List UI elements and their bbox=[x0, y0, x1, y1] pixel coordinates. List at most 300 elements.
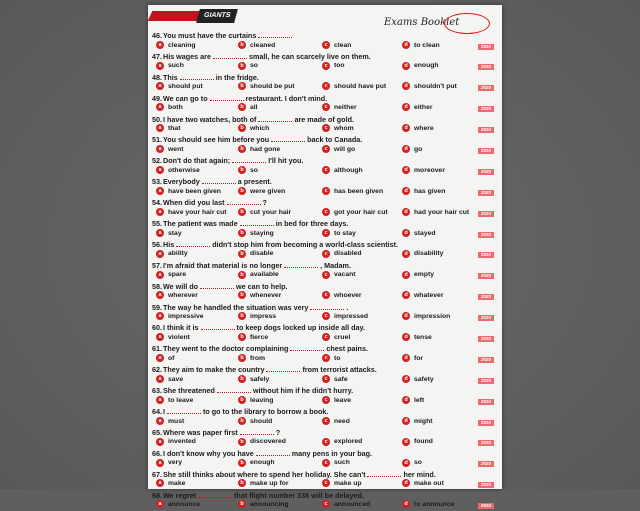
question-number: 54. bbox=[152, 198, 162, 208]
question-item bbox=[152, 198, 500, 219]
year-badge: 2020 bbox=[478, 357, 494, 363]
question-item bbox=[152, 365, 500, 386]
option-text: invented bbox=[168, 438, 196, 446]
year-badge: 2020 bbox=[478, 85, 494, 91]
year-badge: 2020 bbox=[478, 294, 494, 300]
answer-option bbox=[402, 103, 433, 113]
question-item bbox=[152, 240, 500, 261]
answer-option bbox=[322, 270, 356, 280]
option-text: although bbox=[334, 166, 363, 174]
answer-option bbox=[322, 375, 348, 385]
option-letter-icon: c bbox=[322, 103, 330, 111]
question-text-end: we can to help. bbox=[236, 281, 288, 291]
option-letter-icon: d bbox=[402, 459, 410, 467]
option-text: which bbox=[250, 125, 270, 133]
option-text: save bbox=[168, 375, 184, 383]
answer-option bbox=[402, 479, 444, 489]
answer-option bbox=[156, 458, 182, 468]
answer-option bbox=[156, 437, 196, 447]
option-text: wherever bbox=[168, 292, 198, 300]
option-letter-icon: c bbox=[322, 41, 330, 49]
option-text: cut your hair bbox=[250, 208, 292, 216]
year-badge: 2020 bbox=[478, 148, 494, 154]
question-text-end: restaurant. I don't mind. bbox=[245, 93, 328, 103]
option-text: enough bbox=[414, 62, 439, 70]
question-text-start: They went to the doctor complaining bbox=[163, 344, 289, 354]
option-text: empty bbox=[414, 271, 435, 279]
answer-option bbox=[156, 187, 221, 197]
option-text: where bbox=[414, 125, 434, 133]
option-text: make up for bbox=[250, 480, 289, 488]
answer-blank bbox=[367, 470, 401, 477]
answer-options bbox=[152, 333, 500, 343]
answer-option bbox=[238, 479, 289, 489]
option-letter-icon: b bbox=[238, 250, 246, 258]
answer-blank bbox=[240, 219, 274, 226]
option-letter-icon: b bbox=[238, 375, 246, 383]
year-badge: 2020 bbox=[478, 399, 494, 405]
year-badge: 2020 bbox=[478, 503, 494, 509]
option-text: stayed bbox=[414, 229, 436, 237]
answer-options bbox=[152, 229, 500, 239]
year-badge: 2020 bbox=[478, 190, 494, 196]
question-text-end: , Madam. bbox=[320, 260, 351, 270]
option-text: otherwise bbox=[168, 166, 200, 174]
year-badge: 2020 bbox=[478, 252, 494, 258]
option-text: cleaned bbox=[250, 41, 276, 49]
option-letter-icon: c bbox=[322, 82, 330, 90]
answer-option bbox=[238, 270, 279, 280]
question-item bbox=[152, 94, 500, 115]
option-letter-icon: c bbox=[322, 500, 330, 508]
option-letter-icon: d bbox=[402, 396, 410, 404]
question-text-end: in bed for three days. bbox=[275, 219, 349, 229]
booklet-title: Exams Booklet bbox=[384, 17, 460, 28]
option-text: so bbox=[414, 459, 422, 467]
option-text: disability bbox=[414, 250, 444, 258]
question-text-start: We will do bbox=[163, 281, 199, 291]
question-text-start: We regret bbox=[163, 490, 197, 500]
answer-option bbox=[322, 61, 345, 71]
answer-options bbox=[152, 375, 500, 385]
answer-options bbox=[152, 479, 500, 489]
answer-blank bbox=[258, 115, 292, 122]
answer-option bbox=[322, 396, 351, 406]
year-badge: 2020 bbox=[478, 169, 494, 175]
answer-options bbox=[152, 187, 500, 197]
question-stem bbox=[152, 177, 500, 187]
answer-options bbox=[152, 500, 500, 510]
answer-option bbox=[156, 249, 188, 259]
option-letter-icon: a bbox=[156, 166, 164, 174]
question-stem bbox=[152, 303, 500, 313]
option-letter-icon: d bbox=[402, 145, 410, 153]
option-text: have been given bbox=[168, 187, 221, 195]
answer-options bbox=[152, 145, 500, 155]
question-text-start: They aim to make the country bbox=[163, 365, 265, 375]
question-text-start: The way he handled the situation was very bbox=[163, 302, 309, 312]
question-text-start: His wages are bbox=[163, 51, 211, 61]
option-letter-icon: b bbox=[238, 438, 246, 446]
answer-options bbox=[152, 396, 500, 406]
answer-option bbox=[238, 458, 275, 468]
answer-blank bbox=[198, 491, 232, 498]
option-letter-icon: c bbox=[322, 354, 330, 362]
option-letter-icon: b bbox=[238, 208, 246, 216]
answer-option bbox=[238, 103, 258, 113]
option-letter-icon: a bbox=[156, 396, 164, 404]
logo-badge: GIANTS bbox=[196, 9, 238, 23]
answer-option bbox=[156, 354, 174, 364]
question-number: 64. bbox=[152, 407, 162, 417]
question-stem bbox=[152, 198, 500, 208]
option-text: so bbox=[250, 62, 258, 70]
option-letter-icon: c bbox=[322, 291, 330, 299]
year-badge: 2020 bbox=[478, 127, 494, 133]
option-letter-icon: a bbox=[156, 354, 164, 362]
question-text-start: Everybody bbox=[163, 177, 200, 187]
answer-option bbox=[156, 145, 183, 155]
answer-options bbox=[152, 61, 500, 71]
question-stem bbox=[152, 240, 500, 250]
question-number: 60. bbox=[152, 323, 162, 333]
option-letter-icon: b bbox=[238, 166, 246, 174]
option-letter-icon: a bbox=[156, 459, 164, 467]
option-text: enough bbox=[250, 459, 275, 467]
answer-option bbox=[402, 61, 439, 71]
answer-option bbox=[156, 375, 183, 385]
question-item bbox=[152, 135, 500, 156]
option-letter-icon: d bbox=[402, 417, 410, 425]
option-letter-icon: d bbox=[402, 291, 410, 299]
option-letter-icon: c bbox=[322, 187, 330, 195]
answer-option bbox=[322, 208, 388, 218]
option-letter-icon: b bbox=[238, 187, 246, 195]
question-number: 49. bbox=[152, 93, 162, 103]
option-letter-icon: d bbox=[402, 166, 410, 174]
option-letter-icon: d bbox=[402, 229, 410, 237]
option-text: had your hair cut bbox=[414, 208, 470, 216]
question-stem bbox=[152, 135, 500, 145]
option-text: so bbox=[250, 166, 258, 174]
option-text: must bbox=[168, 417, 185, 425]
option-text: announced bbox=[334, 501, 371, 509]
option-letter-icon: a bbox=[156, 62, 164, 70]
answer-options bbox=[152, 312, 500, 322]
option-text: neither bbox=[334, 104, 357, 112]
option-text: to announce bbox=[414, 501, 455, 509]
answer-option bbox=[238, 145, 280, 155]
option-letter-icon: d bbox=[402, 375, 410, 383]
question-text-end: . bbox=[346, 302, 349, 312]
option-text: might bbox=[414, 417, 433, 425]
year-badge: 2020 bbox=[478, 44, 494, 50]
option-text: impression bbox=[414, 313, 451, 321]
question-text-end: from terrorist attacks. bbox=[302, 365, 377, 375]
answer-option bbox=[322, 249, 362, 259]
option-text: available bbox=[250, 271, 279, 279]
question-text-end: in the fridge. bbox=[215, 72, 259, 82]
answer-option bbox=[322, 333, 350, 343]
answer-option bbox=[322, 291, 362, 301]
question-item bbox=[152, 52, 500, 73]
publisher-logo bbox=[150, 7, 238, 25]
year-badge: 2020 bbox=[478, 378, 494, 384]
answer-option bbox=[322, 82, 386, 92]
option-letter-icon: d bbox=[402, 438, 410, 446]
answer-option bbox=[402, 312, 450, 322]
question-number: 68. bbox=[152, 490, 162, 500]
option-letter-icon: a bbox=[156, 250, 164, 258]
answer-option bbox=[156, 291, 198, 301]
option-text: that bbox=[168, 125, 181, 133]
answer-options bbox=[152, 354, 500, 364]
option-text: leave bbox=[334, 396, 352, 404]
option-text: should put bbox=[168, 83, 203, 91]
question-text-end: without him if he didn't hurry. bbox=[252, 386, 354, 396]
answer-option bbox=[402, 208, 469, 218]
answer-blank bbox=[232, 156, 266, 163]
question-text-start: I bbox=[163, 407, 165, 417]
option-text: both bbox=[168, 104, 183, 112]
answer-option bbox=[238, 291, 281, 301]
option-text: explored bbox=[334, 438, 363, 446]
option-text: all bbox=[250, 104, 258, 112]
option-letter-icon: b bbox=[238, 417, 246, 425]
option-letter-icon: c bbox=[322, 229, 330, 237]
question-text-end: a present. bbox=[237, 177, 272, 187]
answer-option bbox=[322, 229, 356, 239]
answer-option bbox=[238, 249, 273, 259]
option-letter-icon: a bbox=[156, 41, 164, 49]
question-item bbox=[152, 282, 500, 303]
option-text: leaving bbox=[250, 396, 274, 404]
year-badge: 2020 bbox=[478, 232, 494, 238]
year-badge: 2020 bbox=[478, 440, 494, 446]
answer-option bbox=[402, 124, 434, 134]
answer-option bbox=[238, 41, 275, 51]
question-number: 63. bbox=[152, 386, 162, 396]
answer-blank bbox=[200, 282, 234, 289]
option-letter-icon: a bbox=[156, 312, 164, 320]
answer-option bbox=[238, 208, 291, 218]
question-text-start: I think it is bbox=[163, 323, 199, 333]
option-letter-icon: d bbox=[402, 354, 410, 362]
option-letter-icon: c bbox=[322, 417, 330, 425]
answer-option bbox=[402, 375, 434, 385]
option-letter-icon: d bbox=[402, 333, 410, 341]
option-text: have your hair cut bbox=[168, 208, 227, 216]
question-text-end: I'll hit you. bbox=[268, 156, 304, 166]
question-number: 65. bbox=[152, 427, 162, 437]
question-text-start: The patient was made bbox=[163, 219, 238, 229]
option-text: for bbox=[414, 354, 424, 362]
answer-blank bbox=[227, 198, 261, 205]
question-item bbox=[152, 323, 500, 344]
answer-options bbox=[152, 124, 500, 134]
option-text: found bbox=[414, 438, 433, 446]
answer-option bbox=[402, 333, 432, 343]
answer-blank bbox=[202, 177, 236, 184]
question-text-start: I have two watches, both of bbox=[163, 114, 257, 124]
answer-blank bbox=[167, 407, 201, 414]
answer-blank bbox=[240, 428, 274, 435]
option-letter-icon: b bbox=[238, 479, 246, 487]
answer-blank bbox=[210, 94, 244, 101]
answer-options bbox=[152, 103, 500, 113]
answer-options bbox=[152, 82, 500, 92]
question-stem bbox=[152, 52, 500, 62]
option-text: vacant bbox=[334, 271, 356, 279]
question-stem bbox=[152, 407, 500, 417]
question-text-end: ? bbox=[275, 427, 281, 437]
question-item bbox=[152, 344, 500, 365]
option-letter-icon: a bbox=[156, 438, 164, 446]
question-text-start: I'm afraid that material is no longer bbox=[163, 260, 283, 270]
answer-option bbox=[322, 145, 355, 155]
question-text-start: You should see him before you bbox=[163, 135, 270, 145]
answer-option bbox=[402, 417, 433, 427]
answer-blank bbox=[290, 344, 324, 351]
answer-options bbox=[152, 249, 500, 259]
question-text-end: chest pains. bbox=[326, 344, 368, 354]
option-text: whatever bbox=[414, 292, 444, 300]
option-text: discovered bbox=[250, 438, 286, 446]
option-letter-icon: d bbox=[402, 250, 410, 258]
question-stem bbox=[152, 261, 500, 271]
option-letter-icon: c bbox=[322, 145, 330, 153]
option-text: whoever bbox=[334, 292, 362, 300]
question-item bbox=[152, 115, 500, 136]
answer-option bbox=[322, 458, 350, 468]
option-text: ability bbox=[168, 250, 188, 258]
answer-blank bbox=[284, 261, 318, 268]
answer-option bbox=[402, 354, 423, 364]
question-number: 46. bbox=[152, 31, 162, 40]
option-text: disable bbox=[250, 250, 274, 258]
option-text: got your hair cut bbox=[334, 208, 388, 216]
question-text-end: her mind. bbox=[403, 469, 436, 479]
question-number: 58. bbox=[152, 281, 162, 291]
answer-option bbox=[156, 229, 182, 239]
option-text: cleaning bbox=[168, 41, 196, 49]
option-letter-icon: d bbox=[402, 271, 410, 279]
question-text-start: When did you last bbox=[163, 198, 225, 208]
question-stem bbox=[152, 73, 500, 83]
question-text-end: many pens in your bag. bbox=[291, 448, 373, 458]
answer-option bbox=[238, 124, 269, 134]
answer-option bbox=[156, 166, 200, 176]
option-text: moreover bbox=[414, 166, 445, 174]
answer-option bbox=[238, 187, 285, 197]
option-letter-icon: c bbox=[322, 271, 330, 279]
option-text: either bbox=[414, 104, 433, 112]
answer-option bbox=[322, 124, 354, 134]
answer-blank bbox=[217, 386, 251, 393]
option-letter-icon: b bbox=[238, 145, 246, 153]
question-text-end: to keep dogs locked up inside all day. bbox=[236, 323, 366, 333]
year-badge: 2020 bbox=[478, 482, 494, 488]
option-text: such bbox=[334, 459, 350, 467]
answer-options bbox=[152, 437, 500, 447]
option-text: went bbox=[168, 145, 184, 153]
answer-option bbox=[322, 312, 368, 322]
option-letter-icon: c bbox=[322, 250, 330, 258]
option-letter-icon: c bbox=[322, 166, 330, 174]
question-text-start: She still thinks about where to spend her holiday. She can't bbox=[163, 469, 366, 479]
question-stem bbox=[152, 31, 500, 41]
answer-option bbox=[402, 458, 422, 468]
answer-option bbox=[156, 500, 200, 510]
option-text: impressed bbox=[334, 313, 369, 321]
answer-option bbox=[156, 417, 184, 427]
question-text-start: This bbox=[163, 72, 178, 82]
option-text: from bbox=[250, 354, 266, 362]
question-stem bbox=[152, 115, 500, 125]
option-text: tense bbox=[414, 333, 432, 341]
option-text: very bbox=[168, 459, 182, 467]
year-badge: 2020 bbox=[478, 336, 494, 342]
question-stem bbox=[152, 365, 500, 375]
answer-option bbox=[156, 396, 193, 406]
answer-blank bbox=[213, 52, 247, 59]
question-item bbox=[152, 407, 500, 428]
question-number: 47. bbox=[152, 51, 162, 61]
question-number: 56. bbox=[152, 239, 162, 249]
question-stem bbox=[152, 449, 500, 459]
year-badge: 2020 bbox=[478, 106, 494, 112]
option-letter-icon: a bbox=[156, 187, 164, 195]
question-stem bbox=[152, 491, 500, 501]
option-letter-icon: d bbox=[402, 82, 410, 90]
answer-option bbox=[238, 417, 272, 427]
question-stem bbox=[152, 282, 500, 292]
question-stem bbox=[152, 156, 500, 166]
answer-option bbox=[156, 103, 183, 113]
question-text-end: are made of gold. bbox=[294, 114, 354, 124]
option-text: make out bbox=[414, 480, 444, 488]
option-letter-icon: c bbox=[322, 312, 330, 320]
option-text: such bbox=[168, 62, 184, 70]
answer-option bbox=[402, 249, 443, 259]
question-item bbox=[152, 428, 500, 449]
answer-option bbox=[238, 354, 265, 364]
answer-blank bbox=[201, 323, 235, 330]
answer-option bbox=[156, 479, 185, 489]
option-letter-icon: c bbox=[322, 438, 330, 446]
question-item bbox=[152, 386, 500, 407]
option-text: impressive bbox=[168, 313, 204, 321]
option-text: too bbox=[334, 62, 345, 70]
question-text-start: We can go to bbox=[163, 93, 208, 103]
answer-option bbox=[156, 124, 180, 134]
option-letter-icon: a bbox=[156, 145, 164, 153]
option-text: impress bbox=[250, 313, 277, 321]
answer-option bbox=[402, 166, 445, 176]
option-text: make up bbox=[334, 480, 362, 488]
option-text: will go bbox=[334, 145, 356, 153]
option-letter-icon: a bbox=[156, 103, 164, 111]
question-number: 52. bbox=[152, 156, 162, 166]
option-letter-icon: a bbox=[156, 291, 164, 299]
answer-options bbox=[152, 458, 500, 468]
answer-option bbox=[238, 500, 289, 510]
question-number: 59. bbox=[152, 302, 162, 312]
option-letter-icon: b bbox=[238, 103, 246, 111]
answer-option bbox=[322, 166, 363, 176]
year-badge: 2020 bbox=[478, 461, 494, 467]
option-text: safety bbox=[414, 375, 434, 383]
